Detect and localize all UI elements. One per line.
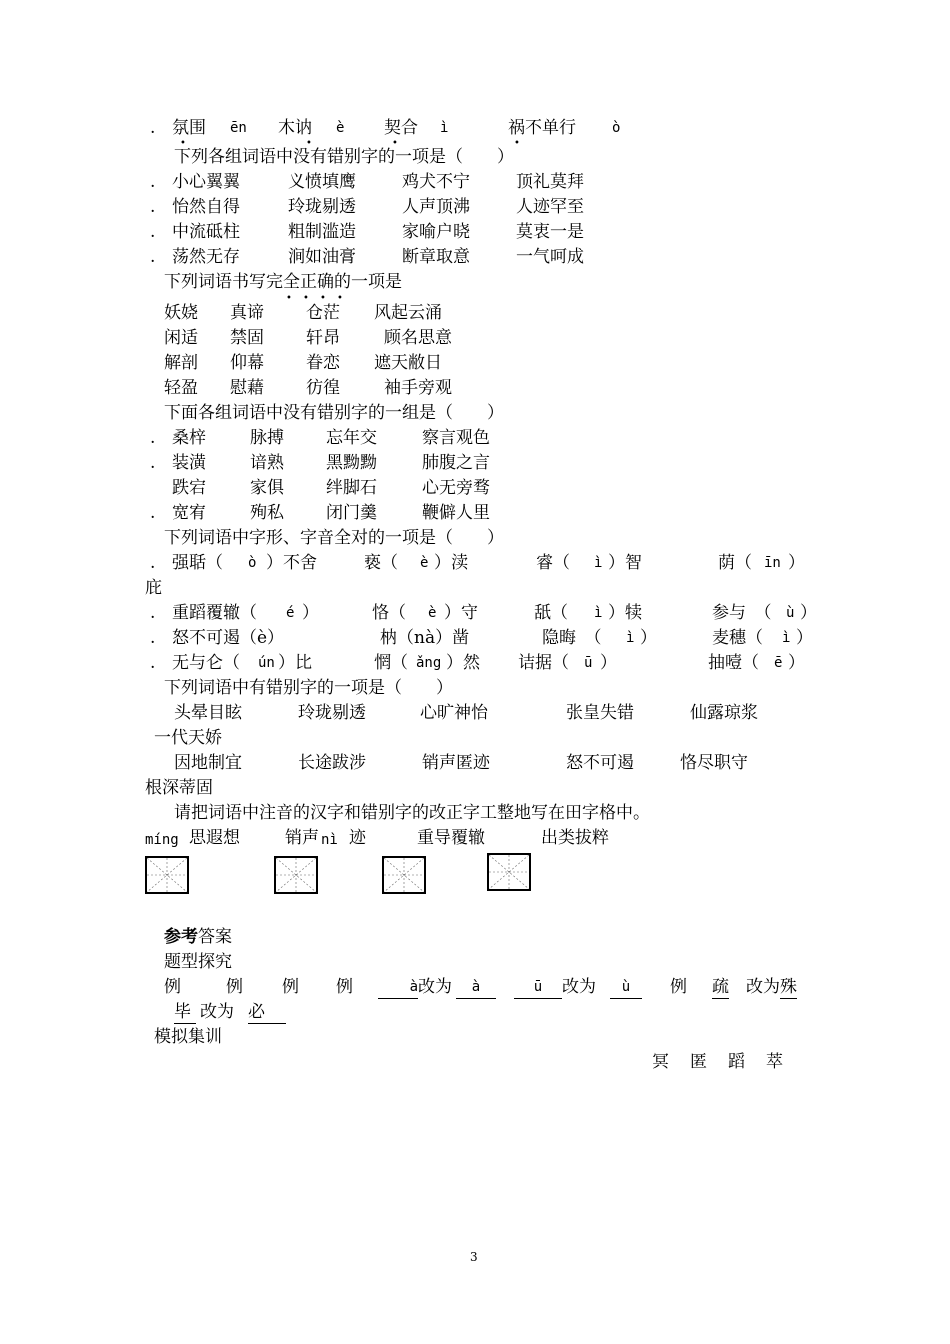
- answers-heading: [164, 926, 232, 948]
- answer-char: 萃: [766, 1052, 783, 1072]
- word: 家喻户晓: [402, 222, 470, 242]
- emphasis-dot-icon: •: [306, 138, 312, 149]
- word: 改为: [746, 977, 780, 997]
- pinyin: ò: [612, 120, 621, 136]
- word: 顾名思意: [384, 328, 452, 348]
- word: 桑梓: [172, 428, 206, 448]
- option-marker: .: [150, 503, 156, 523]
- word: 怡然自得: [172, 197, 240, 217]
- answer-char: 匿: [690, 1052, 707, 1072]
- answers-heading-rest: 答案: [198, 927, 232, 947]
- answer-blank: 疏: [712, 977, 729, 997]
- word: 强聒（: [172, 553, 223, 573]
- word: 长途跋涉: [298, 753, 366, 773]
- word: 心旷神怡: [420, 703, 488, 723]
- example-label: 例: [336, 977, 353, 997]
- answer-blank: à: [456, 976, 496, 999]
- answers-heading-bold: 参考: [164, 927, 198, 947]
- option-marker: .: [150, 247, 156, 267]
- emphasis-dot-icon: •: [303, 293, 309, 304]
- word: 粗制滥造: [288, 222, 356, 242]
- word: ）: [796, 628, 813, 648]
- word: 销声: [285, 828, 319, 848]
- word: 怒不可遏: [566, 753, 634, 773]
- pinyin: míng: [145, 832, 179, 848]
- word: 思遐想: [189, 828, 240, 848]
- word: ）: [640, 628, 657, 648]
- word: 改为: [200, 1002, 234, 1022]
- word: 鞭僻人里: [422, 503, 490, 523]
- pinyin: è: [420, 555, 429, 571]
- word: 轻盈: [164, 378, 198, 398]
- question-stem: 下面各组词语中没有错别字的一组是（ ）: [164, 403, 504, 423]
- answer-blank: 必: [248, 1001, 286, 1024]
- word: 怒不可遏（è）: [172, 628, 285, 648]
- word: ）: [302, 603, 319, 623]
- word: 中流砥柱: [172, 222, 240, 242]
- word: 一气呵成: [516, 247, 584, 267]
- word: 慰藉: [230, 378, 264, 398]
- word: 袖手旁观: [384, 378, 452, 398]
- tianzige-box[interactable]: [145, 856, 189, 894]
- question-stem: 下列词语中字形、字音全对的一项是（ ）: [164, 528, 504, 548]
- word: 禁固: [230, 328, 264, 348]
- word: 肺腹之言: [422, 453, 490, 473]
- word: 顶礼莫拜: [516, 172, 584, 192]
- word: 义愤填鹰: [288, 172, 356, 192]
- tianzige-box[interactable]: [274, 856, 318, 894]
- pinyin: ì: [594, 605, 603, 621]
- answer-blank: ū: [514, 976, 562, 999]
- word: 隐晦 （: [542, 628, 602, 648]
- q6-row-wrap: 一代天娇: [154, 728, 222, 748]
- word: 亵（: [364, 553, 398, 573]
- word: 人声顶沸: [402, 197, 470, 217]
- pinyin: è: [336, 120, 345, 136]
- example-label: 例: [226, 977, 243, 997]
- question-stem: 下列词语中有错别字的一项是（ ）: [164, 678, 453, 698]
- word: ）: [600, 653, 617, 673]
- word: 风起云涌: [374, 303, 442, 323]
- word: 小心翼翼: [172, 172, 240, 192]
- word: 氛围: [172, 118, 206, 138]
- emphasis-dot-icon: •: [320, 293, 326, 304]
- emphasis-dot-icon: •: [286, 293, 292, 304]
- question-stem: 下列词语书写完全正确的一项是: [164, 272, 402, 292]
- word: ）: [788, 553, 805, 573]
- emphasis-dot-icon: •: [514, 138, 520, 149]
- word: 玲珑剔透: [288, 197, 356, 217]
- word: 人迹罕至: [516, 197, 584, 217]
- pinyin: ū: [584, 655, 593, 671]
- word: 仓茫: [306, 303, 340, 323]
- pinyin: īn: [764, 555, 781, 571]
- option-marker: .: [150, 628, 156, 648]
- word: 枘（nà）凿: [380, 628, 470, 648]
- page-number: 3: [470, 1250, 478, 1264]
- answer-blank: ù: [610, 976, 642, 999]
- word: 心无旁骛: [422, 478, 490, 498]
- word: 重导覆辙: [417, 828, 485, 848]
- option-marker: .: [150, 453, 156, 473]
- word: 察言观色: [422, 428, 490, 448]
- question-stem: 请把词语中注音的汉字和错别字的改正字工整地写在田字格中。: [174, 803, 650, 823]
- question-stem: 下列各组词语中没有错别字的一项是（ ）: [174, 147, 514, 167]
- word: 头晕目眩: [174, 703, 242, 723]
- word: 仙露琼浆: [690, 703, 758, 723]
- word: 恪（: [372, 603, 406, 623]
- word: 闭门羹: [326, 503, 377, 523]
- word: 惘（: [374, 653, 408, 673]
- word: 装潢: [172, 453, 206, 473]
- word: 绊脚石: [326, 478, 377, 498]
- word: 涧如油膏: [288, 247, 356, 267]
- emphasis-dot-icon: •: [392, 138, 398, 149]
- word: 改为: [562, 977, 596, 997]
- word: ）不舍: [266, 553, 317, 573]
- answers-section: 题型探究: [164, 952, 232, 972]
- answers-section: 模拟集训: [154, 1027, 222, 1047]
- pinyin: ì: [626, 630, 635, 646]
- word: 忘年交: [326, 428, 377, 448]
- option-marker: .: [150, 653, 156, 673]
- word: 脉搏: [250, 428, 284, 448]
- word: 莫衷一是: [516, 222, 584, 242]
- word: 真谛: [230, 303, 264, 323]
- answer-blank: 毕: [174, 1001, 196, 1024]
- word: 无与仑（: [172, 653, 240, 673]
- word: 黑黝黝: [326, 453, 377, 473]
- pinyin: ì: [594, 555, 603, 571]
- word: 睿（: [536, 553, 570, 573]
- word: ）然: [446, 653, 480, 673]
- word: 玲珑剔透: [298, 703, 366, 723]
- word: 轩昂: [306, 328, 340, 348]
- option-marker: .: [150, 172, 156, 192]
- word: 诘据（: [518, 653, 569, 673]
- pinyin: ǎng: [416, 655, 442, 671]
- word: 麦穗（: [712, 628, 763, 648]
- word: ）: [800, 603, 817, 623]
- word: ）智: [608, 553, 642, 573]
- word: 鸡犬不宁: [402, 172, 470, 192]
- pinyin: nì: [321, 832, 338, 848]
- word: 木讷: [278, 118, 312, 138]
- word: 遮天敝日: [374, 353, 442, 373]
- emphasis-dot-icon: •: [180, 138, 186, 149]
- word: 出类拔粹: [541, 828, 609, 848]
- option-marker: .: [150, 222, 156, 242]
- word: 抽噎（: [708, 653, 759, 673]
- word: 因地制宜: [174, 753, 242, 773]
- word: 宽宥: [172, 503, 206, 523]
- example-label: 例: [164, 977, 181, 997]
- word: 家俱: [250, 478, 284, 498]
- word: 恪尽职守: [680, 753, 748, 773]
- word: 荡然无存: [172, 247, 240, 267]
- option-marker: .: [150, 197, 156, 217]
- option-marker: .: [150, 553, 156, 573]
- tianzige-box[interactable]: [382, 856, 426, 894]
- word: 跌宕: [172, 478, 206, 498]
- pinyin: ē: [774, 655, 783, 671]
- word: 重蹈覆辙（: [172, 603, 257, 623]
- word: 妖娆: [164, 303, 198, 323]
- answer-char: 冥: [652, 1052, 669, 1072]
- word: ）犊: [608, 603, 642, 623]
- example-label: 例: [282, 977, 299, 997]
- word: 销声匿迹: [422, 753, 490, 773]
- word: 舐（: [534, 603, 568, 623]
- word: 祸不单行: [508, 118, 576, 138]
- pinyin: è: [428, 605, 437, 621]
- word: 谙熟: [250, 453, 284, 473]
- word: 张皇失错: [566, 703, 634, 723]
- word: 眷恋: [306, 353, 340, 373]
- word: ）: [788, 653, 805, 673]
- tianzige-box[interactable]: [487, 853, 531, 891]
- word: ）守: [444, 603, 478, 623]
- answer-blank: 殊: [780, 977, 797, 997]
- word: 殉私: [250, 503, 284, 523]
- word: 荫（: [718, 553, 752, 573]
- answer-char: 蹈: [728, 1052, 745, 1072]
- word: 契合: [384, 118, 418, 138]
- emphasis-dot-icon: •: [337, 293, 343, 304]
- word: 解剖: [164, 353, 198, 373]
- pinyin: ò: [248, 555, 257, 571]
- q5-option-a-wrap: 庇: [145, 578, 162, 598]
- q6-row-wrap: 根深蒂固: [145, 778, 213, 798]
- pinyin: é: [286, 605, 295, 621]
- word: ）渎: [434, 553, 468, 573]
- pinyin: ì: [782, 630, 791, 646]
- option-marker: .: [150, 428, 156, 448]
- word: 参与 （: [712, 603, 772, 623]
- word: 改为: [418, 977, 452, 997]
- word: 彷徨: [306, 378, 340, 398]
- word: 仰幕: [230, 353, 264, 373]
- word: 闲适: [164, 328, 198, 348]
- word: 迹: [349, 828, 366, 848]
- option-marker: .: [150, 603, 156, 623]
- pinyin: ún: [258, 655, 275, 671]
- pinyin: ēn: [230, 120, 247, 136]
- option-marker: .: [150, 118, 156, 138]
- answer-blank: à: [378, 976, 418, 999]
- word: ）比: [278, 653, 312, 673]
- example-label: 例: [670, 977, 687, 997]
- pinyin: ù: [786, 605, 795, 621]
- word: 断章取意: [402, 247, 470, 267]
- pinyin: ì: [440, 120, 449, 136]
